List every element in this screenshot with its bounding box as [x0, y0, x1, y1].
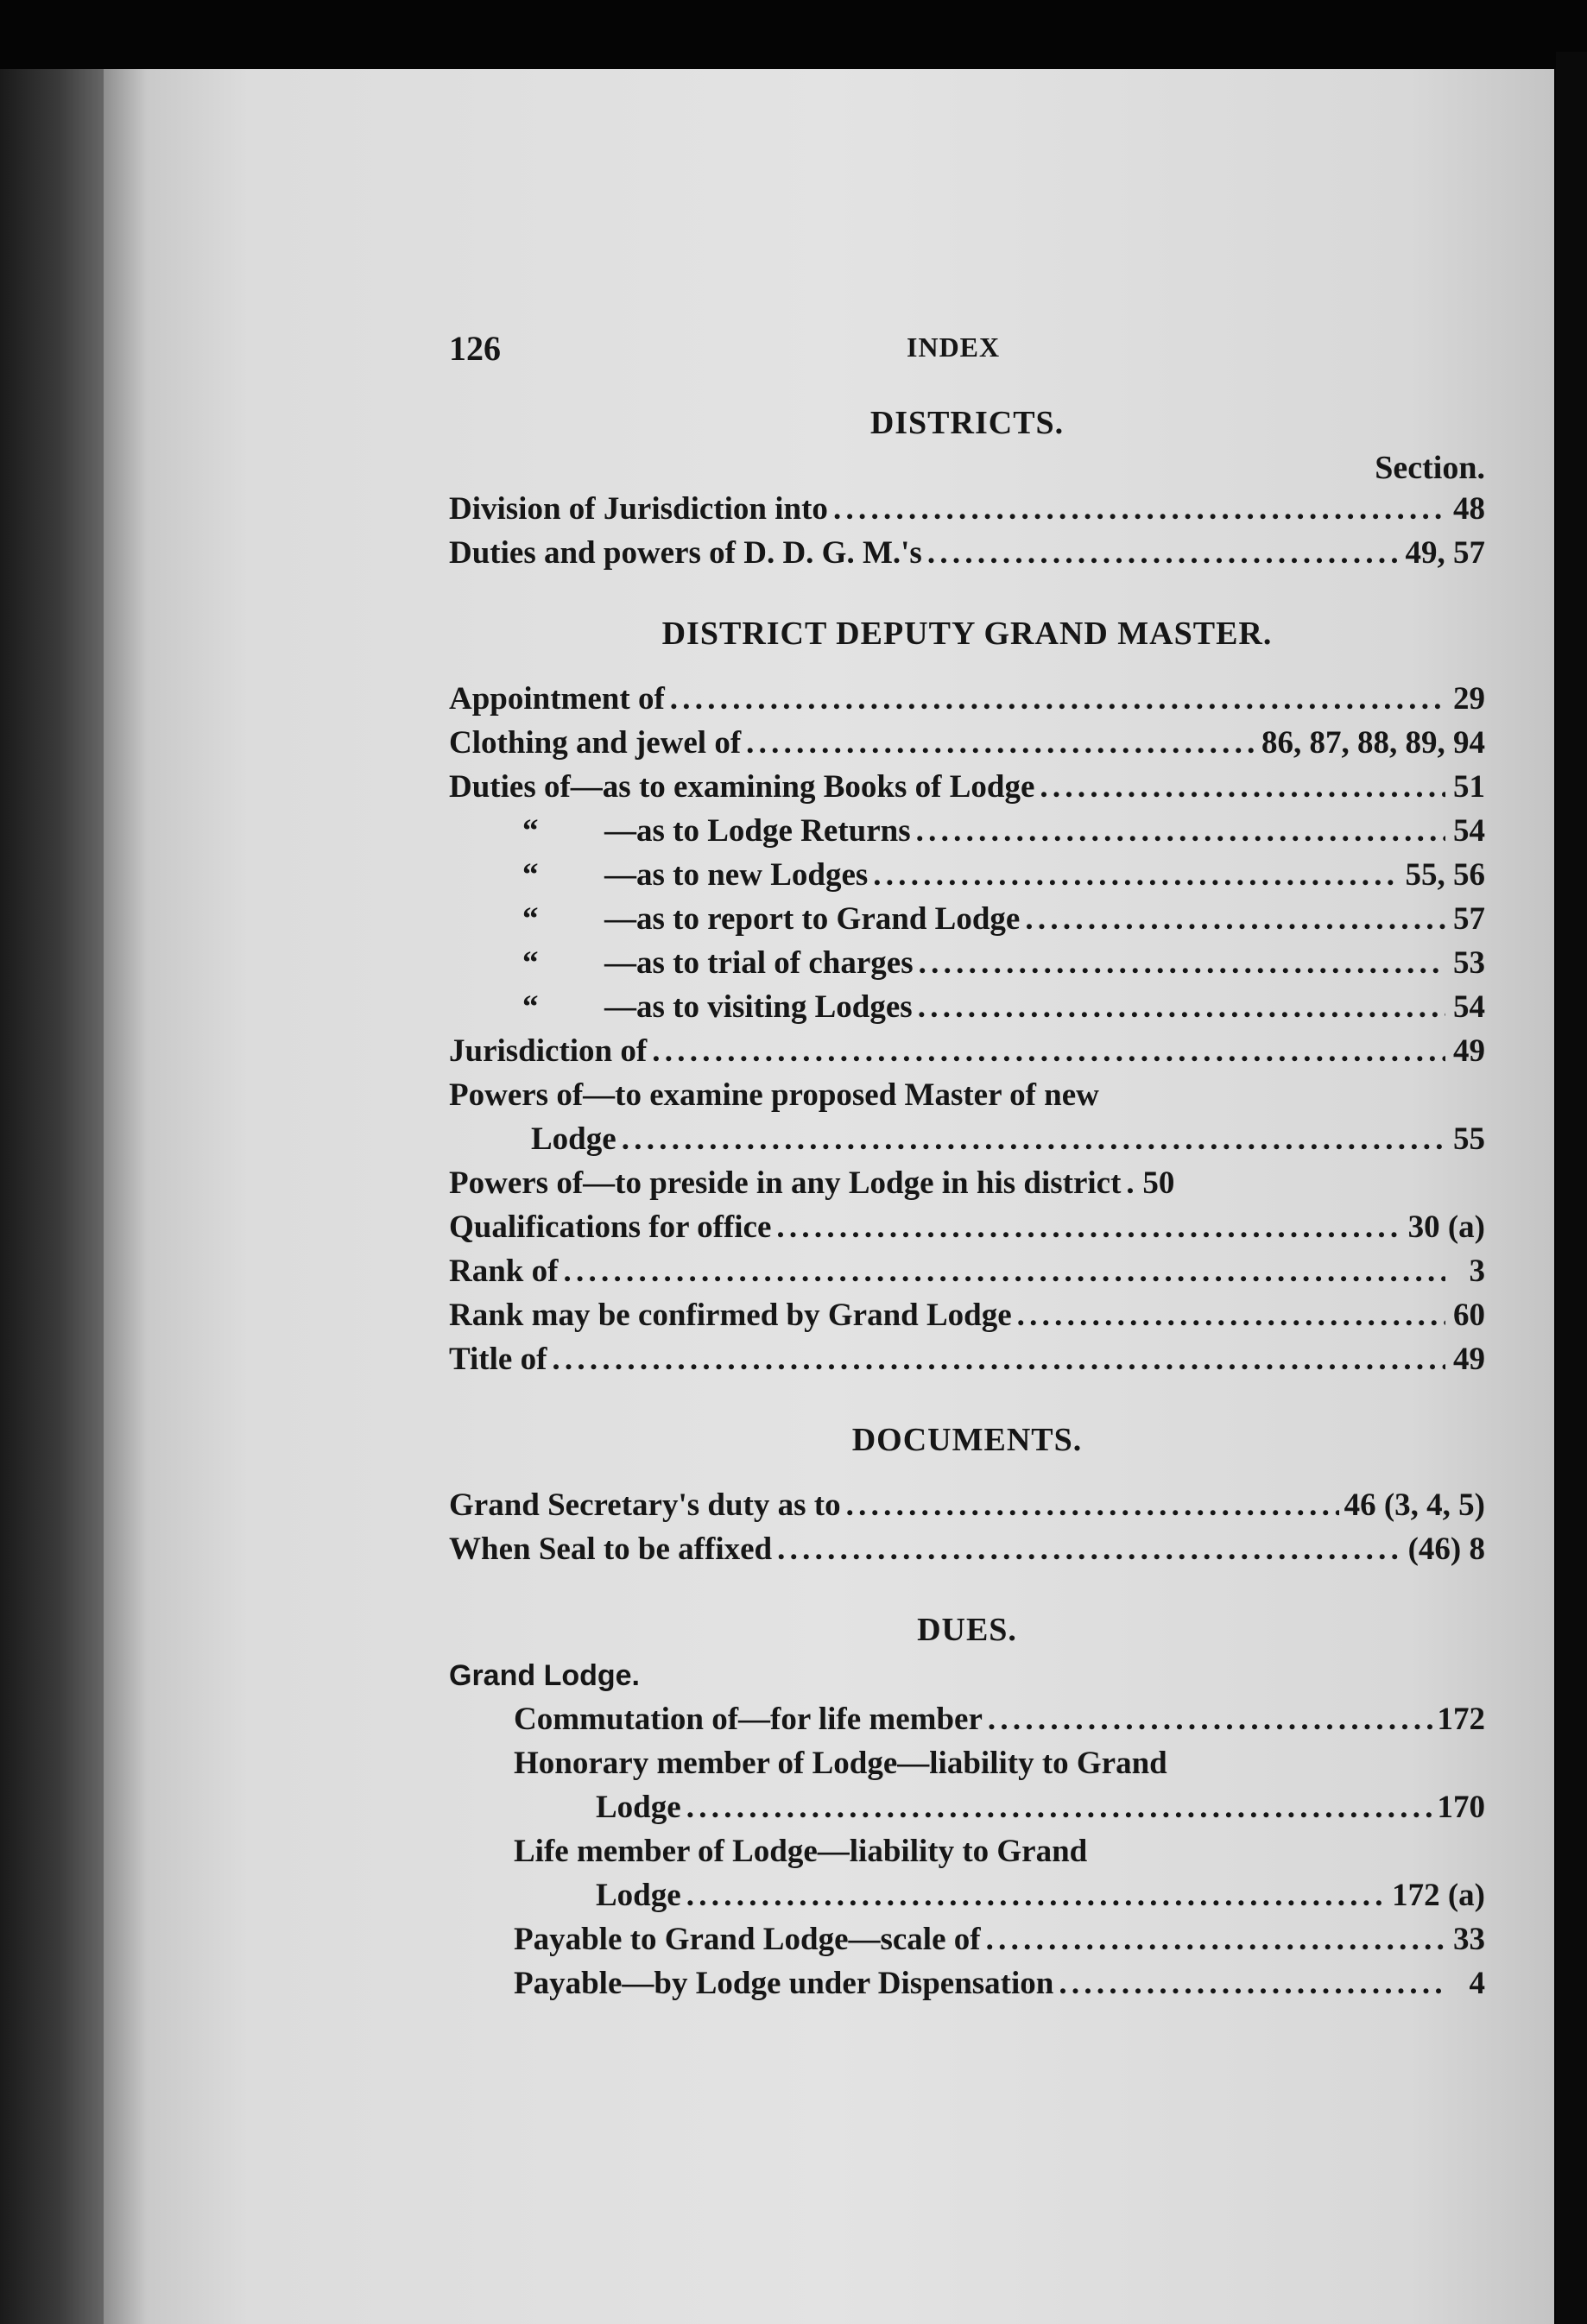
- leader-dots: [918, 985, 1445, 1029]
- leader-dots: [1025, 897, 1445, 941]
- leader-dots: [846, 1483, 1339, 1527]
- index-entry: [449, 721, 1485, 765]
- entry-first-line: Life member of Lodge—liability to Grand: [514, 1834, 1088, 1869]
- leader-dots: [686, 1873, 1387, 1917]
- entry-label: [449, 853, 868, 897]
- entry-label: Title of: [449, 1342, 547, 1377]
- entry-reference: 48: [1453, 491, 1485, 527]
- ditto-mark: “: [522, 945, 539, 981]
- leader-dots: [1040, 765, 1445, 809]
- leader-dots: [873, 853, 1400, 897]
- entry-reference: 86, 87, 88, 89, 94: [1261, 725, 1485, 761]
- leader-dots: [777, 1527, 1402, 1571]
- entry-label: Lodge: [531, 1121, 616, 1157]
- entry-reference: 30 (a): [1407, 1209, 1485, 1245]
- ditto-mark: “: [522, 989, 539, 1025]
- entry-label-text: —as to trial of charges: [604, 945, 914, 981]
- entry-reference: 172: [1437, 1702, 1485, 1737]
- leader-dots: [1017, 1293, 1445, 1337]
- index-entry-ditto: [449, 985, 1485, 1029]
- leader-dots: [927, 531, 1400, 575]
- index-entry-continuation: [514, 1785, 1485, 1829]
- index-entry: [449, 1249, 1485, 1293]
- entry-label: Grand Secretary's duty as to: [449, 1487, 841, 1523]
- index-entry: [449, 1337, 1485, 1381]
- section-title-ddgm: DISTRICT DEPUTY GRAND MASTER.: [661, 616, 1273, 652]
- entry-label: Appointment of: [449, 681, 665, 717]
- entry-reference: 55: [1453, 1121, 1485, 1157]
- section-title-dues: DUES.: [917, 1612, 1017, 1648]
- ditto-mark: “: [522, 813, 539, 849]
- entry-reference: 60: [1453, 1298, 1485, 1333]
- entry-label: [449, 809, 911, 853]
- entry-label: Clothing and jewel of: [449, 725, 742, 761]
- leader-dots: [986, 1917, 1445, 1961]
- leader-dots: [1126, 1161, 1135, 1205]
- index-entry: [514, 1697, 1485, 1741]
- index-entry: [449, 1029, 1485, 1073]
- index-entry: [449, 1205, 1485, 1249]
- entry-label-text: —as to Lodge Returns: [604, 813, 911, 849]
- entry-first-line: Powers of—to examine proposed Master of new: [449, 1077, 1099, 1113]
- entry-first-line: Honorary member of Lodge—liability to Grand: [514, 1746, 1167, 1781]
- leader-dots: [776, 1205, 1402, 1249]
- entry-label-text: —as to report to Grand Lodge: [604, 901, 1021, 937]
- ditto-mark: “: [522, 857, 539, 893]
- running-head: INDEX: [907, 332, 1001, 363]
- entry-label: Commutation of—for life member: [514, 1702, 983, 1737]
- entry-label: Rank of: [449, 1254, 559, 1289]
- index-entry: [449, 1483, 1485, 1527]
- index-entry: [449, 1161, 1485, 1205]
- leader-dots: [670, 677, 1445, 721]
- entry-reference: 4: [1469, 1966, 1485, 2001]
- entry-reference: (46) 8: [1407, 1531, 1485, 1567]
- entry-label: [449, 941, 914, 985]
- page-header: [449, 328, 1485, 380]
- leader-dots: [686, 1785, 1432, 1829]
- leader-dots: [622, 1117, 1445, 1161]
- entry-reference: 51: [1453, 769, 1485, 805]
- entry-label: Qualifications for office: [449, 1209, 772, 1245]
- section-title-documents: DOCUMENTS.: [851, 1422, 1083, 1458]
- leader-dots: [746, 721, 1256, 765]
- entry-label: Payable to Grand Lodge—scale of: [514, 1922, 981, 1957]
- dues-entries: [449, 1697, 1485, 2005]
- index-entry: [449, 677, 1485, 721]
- entry-label: Duties of—as to examining Books of Lodge: [449, 769, 1035, 805]
- entry-label: Rank may be confirmed by Grand Lodge: [449, 1298, 1012, 1333]
- index-entry-continuation: [449, 1117, 1485, 1161]
- index-entry-ditto: [449, 897, 1485, 941]
- section-title-districts: DISTRICTS.: [869, 405, 1065, 441]
- index-entry: [449, 1293, 1485, 1337]
- entry-reference: 55, 56: [1405, 857, 1485, 893]
- leader-dots: [1059, 1961, 1445, 2005]
- entry-reference: 54: [1453, 989, 1485, 1025]
- leader-dots: [652, 1029, 1445, 1073]
- entry-reference: 49: [1453, 1033, 1485, 1069]
- index-entry: [449, 765, 1485, 809]
- entry-reference: 170: [1437, 1790, 1485, 1825]
- index-entry-ditto: [449, 809, 1485, 853]
- index-entry: [514, 1961, 1485, 2005]
- leader-dots: [919, 941, 1445, 985]
- entry-reference: 50: [1142, 1165, 1175, 1201]
- entry-reference: 49, 57: [1405, 535, 1485, 571]
- entry-reference: 172 (a): [1392, 1878, 1485, 1913]
- documents-entries: [449, 1483, 1485, 1571]
- entry-label-text: —as to visiting Lodges: [604, 989, 913, 1025]
- ditto-mark: “: [522, 901, 539, 937]
- entry-reference: 49: [1453, 1342, 1485, 1377]
- index-page-text: [449, 328, 1485, 2005]
- leader-dots: [563, 1249, 1445, 1293]
- leader-dots: [916, 809, 1445, 853]
- entry-label-text: —as to new Lodges: [604, 857, 869, 893]
- entry-reference: 46 (3, 4, 5): [1344, 1487, 1485, 1523]
- column-label-section: Section.: [1375, 450, 1485, 486]
- entry-reference: 29: [1453, 681, 1485, 717]
- index-entry-continuation: [514, 1873, 1485, 1917]
- index-entry: [514, 1917, 1485, 1961]
- entry-label: Payable—by Lodge under Dispensation: [514, 1966, 1054, 2001]
- entry-label: Lodge: [596, 1790, 681, 1825]
- index-entry: [449, 487, 1485, 531]
- index-entry-ditto: [449, 941, 1485, 985]
- page-number: 126: [449, 329, 501, 368]
- ddgm-entries: [449, 677, 1485, 1381]
- entry-reference: 33: [1453, 1922, 1485, 1957]
- entry-label: Powers of—to preside in any Lodge in his district: [449, 1165, 1122, 1201]
- entry-label: [449, 897, 1020, 941]
- entry-reference: 57: [1453, 901, 1485, 937]
- entry-label: Division of Jurisdiction into: [449, 491, 828, 527]
- subheading-grand-lodge: Grand Lodge.: [449, 1659, 640, 1692]
- entry-label: [449, 985, 913, 1029]
- entry-label: When Seal to be affixed: [449, 1531, 773, 1567]
- index-entry: [449, 1527, 1485, 1571]
- leader-dots: [552, 1337, 1445, 1381]
- entry-label: Jurisdiction of: [449, 1033, 648, 1069]
- leader-dots: [833, 487, 1445, 531]
- entry-label: Lodge: [596, 1878, 681, 1913]
- entry-reference: 54: [1453, 813, 1485, 849]
- page-edge-shadow: [1556, 52, 1587, 2324]
- entry-reference: 53: [1453, 945, 1485, 981]
- index-entry: [449, 531, 1485, 575]
- leader-dots: [988, 1697, 1432, 1741]
- districts-entries: [449, 487, 1485, 575]
- entry-reference: 3: [1469, 1254, 1485, 1289]
- entry-label: Duties and powers of D. D. G. M.'s: [449, 535, 922, 571]
- index-entry-ditto: [449, 853, 1485, 897]
